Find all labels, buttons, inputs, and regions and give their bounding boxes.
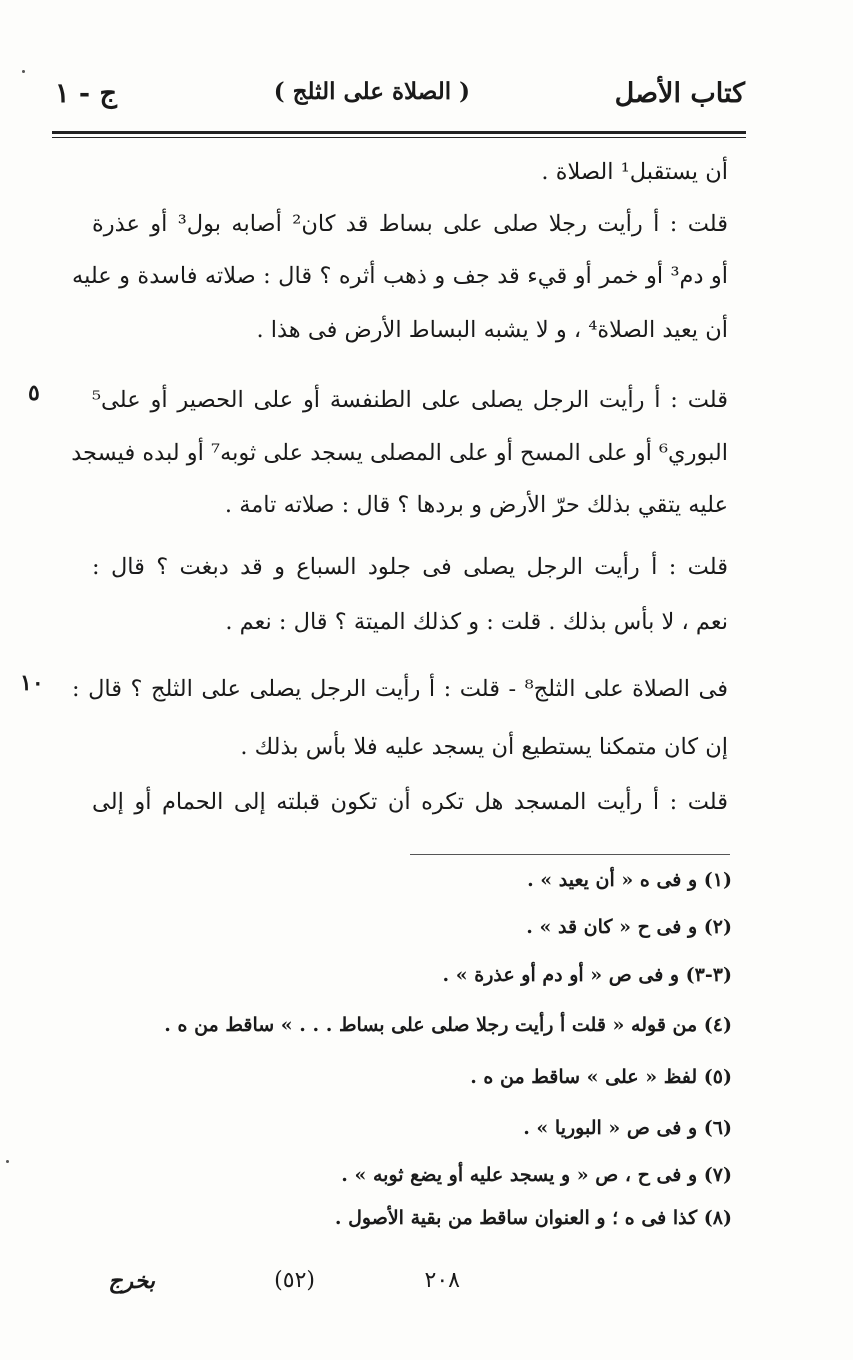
- printer-mark: بخرج: [108, 1268, 155, 1294]
- text-line: إن كان متمكنا يستطيع أن يسجد عليه فلا بأس بذلك .: [240, 734, 728, 760]
- header-rule-thick: [52, 131, 746, 134]
- paper-speck: [6, 1160, 9, 1163]
- text-line: أو دم³ أو خمر أو قيء قد جف و ذهب أثره ؟ قال : صلاته فاسدة و عليه: [72, 263, 728, 289]
- page-number: ٢٠٨: [424, 1268, 460, 1293]
- signature-number: (٥٢): [274, 1268, 315, 1293]
- text-line: نعم ، لا بأس بذلك . قلت : و كذلك الميتة ؟ قال : نعم .: [225, 609, 728, 635]
- page-footer: [60, 1268, 460, 1308]
- chapter-title: ( الصلاة على الثلج ): [273, 78, 470, 105]
- margin-line-number: ٥: [28, 380, 40, 406]
- header-rule-thin: [52, 137, 746, 138]
- volume-number: ج - ١: [55, 78, 117, 109]
- section-heading-line: فى الصلاة على الثلج⁸ - قلت : أ رأيت الرجل يصلى على الثلج ؟ قال :: [72, 676, 728, 702]
- text-line: أن يستقبل¹ الصلاة .: [541, 159, 728, 185]
- text-line: أن يعيد الصلاة⁴ ، و لا يشبه البساط الأرض فى هذا .: [256, 317, 728, 343]
- footnote: (٨) كذا فى ه ؛ و العنوان ساقط من بقية الأصول .: [334, 1207, 732, 1229]
- text-line: عليه يتقي بذلك حرّ الأرض و بردها ؟ قال : صلاته تامة .: [224, 492, 728, 518]
- text-line: قلت : أ رأيت الرجل يصلى على الطنفسة أو على الحصير أو على⁵: [92, 387, 728, 413]
- footnote: (١) و فى ه « أن يعيد » .: [527, 869, 732, 891]
- text-line: قلت : أ رأيت رجلا صلى على بساط قد كان² أصابه بول³ أو عذرة: [92, 211, 729, 237]
- running-header: [55, 78, 745, 126]
- footnote-separator: [410, 854, 730, 855]
- footnote: (٣-٣) و فى ص « أو دم أو عذرة » .: [442, 964, 732, 986]
- margin-line-number: ١٠: [20, 670, 44, 696]
- footnote: (٥) لفظ « على » ساقط من ه .: [470, 1066, 732, 1088]
- text-line: قلت : أ رأيت المسجد هل تكره أن تكون قبلته إلى الحمام أو إلى: [92, 789, 728, 815]
- book-title: كتاب الأصل: [614, 78, 745, 109]
- footnote: (٧) و فى ح ، ص « و يسجد عليه أو يضع ثوبه » .: [341, 1164, 732, 1186]
- footnote: (٦) و فى ص « البوريا » .: [523, 1117, 732, 1139]
- footnote: (٢) و فى ح « كان قد » .: [526, 916, 732, 938]
- text-line: البوري⁶ أو على المسح أو على المصلى يسجد على ثوبه⁷ أو لبده فيسجد: [71, 440, 728, 466]
- text-line: قلت : أ رأيت الرجل يصلى فى جلود السباع و قد دبغت ؟ قال :: [92, 554, 728, 580]
- footnote: (٤) من قوله « قلت أ رأيت رجلا صلى على بساط . . . » ساقط من ه .: [164, 1014, 732, 1036]
- paper-speck: [22, 70, 25, 73]
